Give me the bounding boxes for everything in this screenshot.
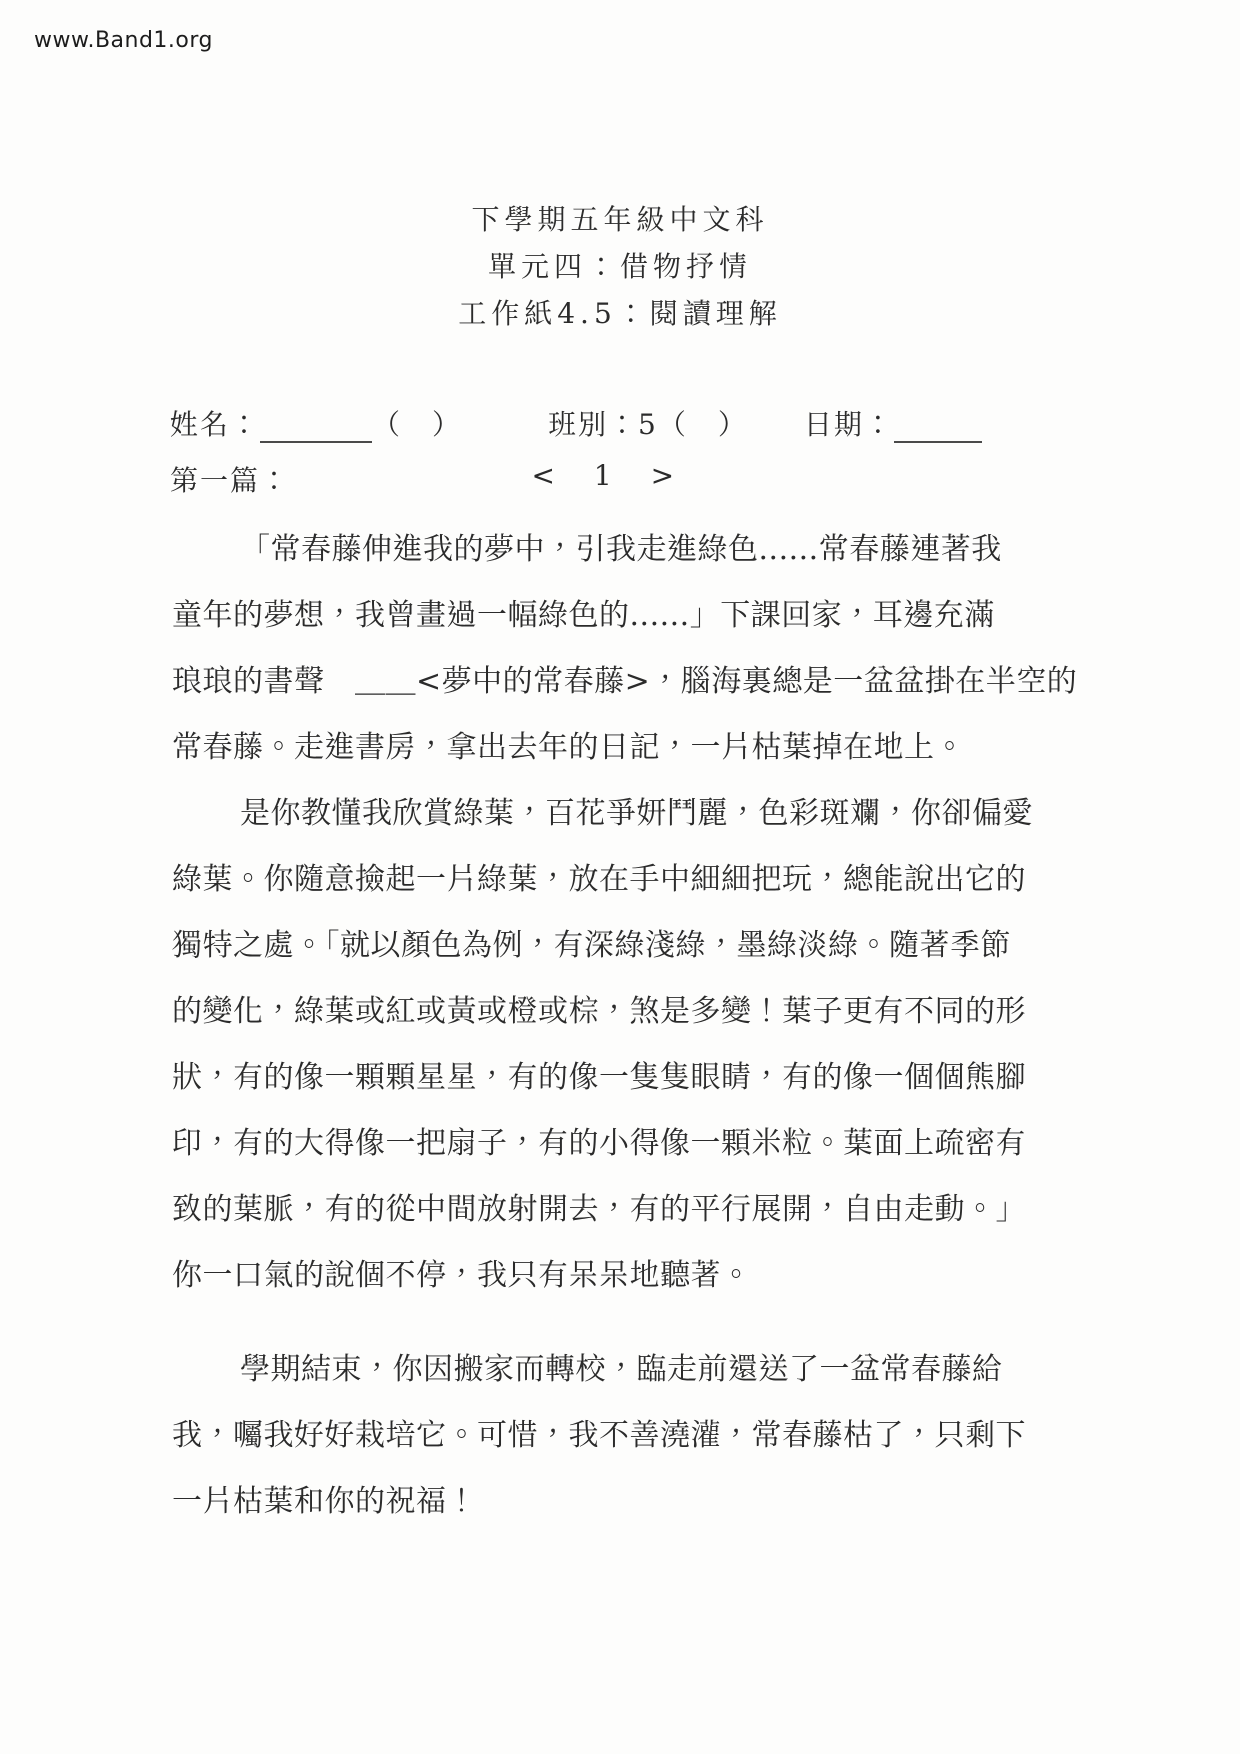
title-unit: 單元四：借物抒情 (487, 250, 752, 283)
paragraph-2 (172, 777, 1075, 1305)
text-line: 學期結束，你因搬家而轉校，臨走前還送了一盆常春藤給 (240, 1352, 1003, 1387)
text-line: 綠葉。你隨意撿起一片綠葉，放在手中細細把玩，總能說出它的 (172, 862, 1026, 897)
watermark-text: www.Band1.org (34, 28, 214, 53)
text-line: 童年的夢想，我曾畫過一幅綠色的......」下課回家，耳邊充滿 (172, 598, 995, 633)
date-blank-line (894, 411, 982, 443)
text-line: 常春藤。走進書房，拿出去年的日記，一片枯葉掉在地上。 (172, 730, 965, 765)
section-line (170, 459, 1070, 503)
passage-text (172, 513, 1078, 1531)
text-line: 獨特之處。「就以顏色為例，有深綠淺綠，墨綠淡綠。隨著季節 (172, 928, 1011, 963)
paragraph-3 (172, 1333, 1075, 1531)
text-line: 琅琅的書聲 ＿＿<夢中的常春藤>，腦海裏總是一盆盆掛在半空的 (172, 664, 1078, 699)
text-line: 的變化，綠葉或紅或黃或橙或棕，煞是多變！葉子更有不同的形 (172, 994, 1026, 1029)
section-label: 第一篇： (170, 464, 291, 497)
text-line: 你一口氣的說個不停，我只有呆呆地聽著。 (172, 1258, 752, 1293)
date-label: 日期： (803, 408, 894, 441)
name-blank-line (260, 411, 372, 443)
text-line: 是你教懂我欣賞綠葉，百花爭妍鬥麗，色彩斑斕，你卻偏愛 (240, 796, 1033, 831)
page-marker: < 1 > (531, 459, 685, 492)
name-label: 姓名： (170, 408, 261, 441)
text-line: 狀，有的像一顆顆星星，有的像一隻隻眼睛，有的像一個個熊腳 (172, 1060, 1026, 1095)
student-info-line (170, 403, 1070, 443)
title-worksheet: 工作紙4.5：閱讀理解 (458, 297, 782, 330)
text-line: 致的葉脈，有的從中間放射開去，有的平行展開，自由走動。」 (172, 1192, 1026, 1227)
class-label: 班別：5（ ） (548, 408, 748, 441)
text-line: 印，有的大得像一把扇子，有的小得像一顆米粒。葉面上疏密有 (172, 1126, 1026, 1161)
paragraph-1 (172, 513, 1078, 777)
text-line: 一片枯葉和你的祝福！ (172, 1484, 477, 1519)
text-line: 「常春藤伸進我的夢中，引我走進綠色......常春藤連著我 (240, 532, 1002, 567)
name-paren: （ ） (372, 408, 463, 441)
title-course: 下學期五年級中文科 (471, 203, 769, 236)
text-line: 我，囑我好好栽培它。可惜，我不善澆灌，常春藤枯了，只剩下 (172, 1418, 1026, 1453)
